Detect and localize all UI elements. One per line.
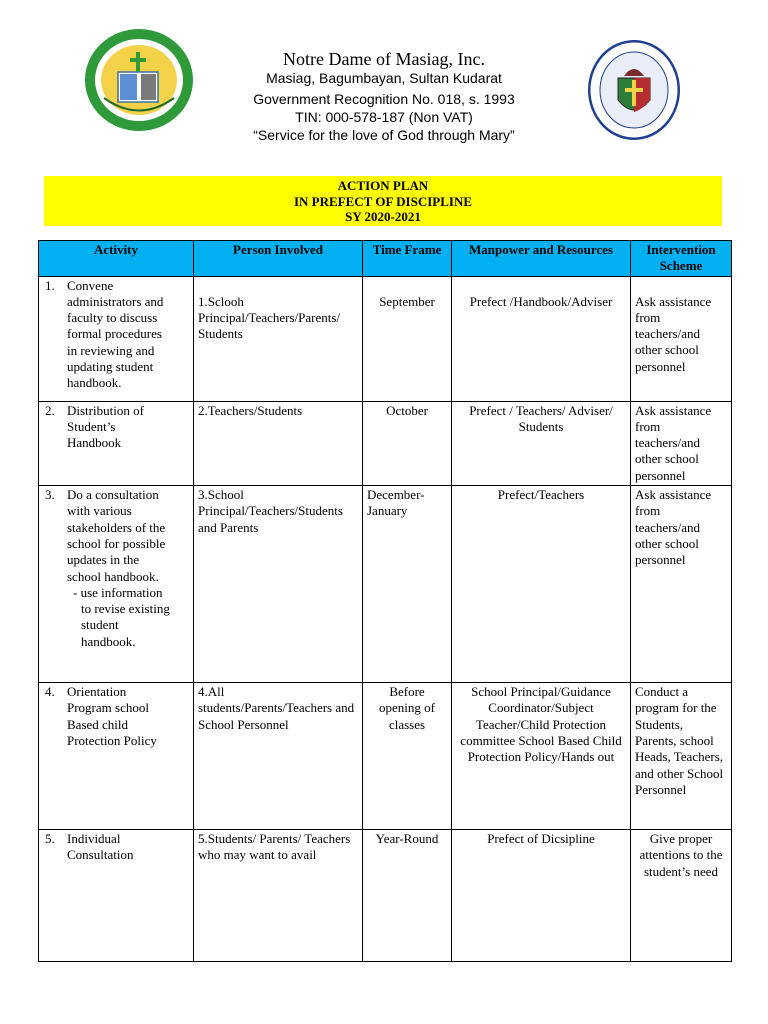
activity-text: Distribution of Student’s Handbook	[67, 402, 144, 451]
person-involved-cell: 3.School Principal/Teachers/Students and Parents	[194, 486, 363, 683]
row-number: 2.	[45, 402, 55, 418]
person-involved-cell: 1.Sclooh Principal/Teachers/Parents/ Students	[194, 276, 363, 401]
resources-cell: Prefect / Teachers/ Adviser/ Students	[452, 401, 631, 485]
government-recognition: Government Recognition No. 018, s. 1993	[253, 91, 515, 107]
header-person-involved: Person Involved	[194, 241, 363, 277]
table-row	[39, 276, 732, 401]
school-motto: “Service for the love of God through Mary”	[253, 127, 515, 143]
table-row	[39, 830, 732, 962]
table-row	[39, 401, 732, 485]
time-frame-cell: Before opening of classes	[363, 683, 452, 830]
school-address: Masiag, Bagumbayan, Sultan Kudarat	[266, 70, 502, 86]
time-frame-cell: Year-Round	[363, 830, 452, 962]
intervention-cell: Ask assistance from teachers/and other school personnel	[631, 486, 732, 683]
activity-cell	[39, 486, 194, 683]
activity-text: Convene administrators and faculty to discuss formal procedures in reviewing and updating student handbook.	[67, 277, 164, 391]
intervention-cell: Give proper attentions to the student’s need	[631, 830, 732, 962]
resources-cell: Prefect /Handbook/Adviser	[452, 276, 631, 401]
activity-text	[67, 487, 171, 650]
time-frame-cell: December-January	[363, 486, 452, 683]
resources-cell: Prefect of Dicsipline	[452, 830, 631, 962]
intervention-cell: Conduct a program for the Students, Parents, school Heads, Teachers, and other School Personnel	[631, 683, 732, 830]
time-frame-cell: September	[363, 276, 452, 401]
header-manpower-resources: Manpower and Resources	[452, 241, 631, 277]
row-number: 1.	[45, 277, 55, 293]
row-number: 3.	[45, 487, 55, 503]
activity-text: Individual Consultation	[67, 831, 134, 863]
activity-text: Orientation Program school Based child Protection Policy	[67, 684, 157, 748]
table-header-row	[39, 241, 732, 277]
table-row	[39, 486, 732, 683]
time-frame-cell: October	[363, 401, 452, 485]
resources-cell: School Principal/Guidance Coordinator/Subject Teacher/Child Protection committee School Based Child Protection Policy/Hands out	[452, 683, 631, 830]
person-involved-cell: 2.Teachers/Students	[194, 401, 363, 485]
school-name: Notre Dame of Masiag, Inc.	[283, 49, 485, 69]
row-number: 5.	[45, 831, 55, 847]
banner-line-3: SY 2020-2021	[345, 209, 421, 224]
activity-sub-text: - use information to revise existing student handbook.	[73, 584, 170, 649]
banner-line-2: IN PREFECT OF DISCIPLINE	[293, 193, 473, 209]
person-involved-cell: 5.Students/ Parents/ Teachers who may want to avail	[194, 830, 363, 962]
banner-line-1: ACTION PLAN	[337, 178, 429, 193]
intervention-cell: Ask assistance from teachers/and other school personnel	[631, 276, 732, 401]
action-plan-table	[38, 240, 732, 962]
header-activity: Activity	[39, 241, 194, 277]
row-number: 4.	[45, 684, 55, 700]
activity-cell	[39, 830, 194, 962]
activity-main-text: Do a consultation with various stakeholders of the school for possible updates in the school handbook.	[67, 487, 166, 584]
activity-cell	[39, 276, 194, 401]
header-time-frame: Time Frame	[363, 241, 452, 277]
table-row	[39, 683, 732, 830]
activity-cell	[39, 683, 194, 830]
action-plan-banner	[44, 176, 722, 226]
person-involved-cell: 4.All students/Parents/Teachers and School Personnel	[194, 683, 363, 830]
resources-cell: Prefect/Teachers	[452, 486, 631, 683]
intervention-cell: Ask assistance from teachers/and other school personnel	[631, 401, 732, 485]
tin-number: TIN: 000-578-187 (Non VAT)	[295, 109, 473, 125]
header-intervention-scheme: Intervention Scheme	[631, 241, 732, 277]
activity-cell	[39, 401, 194, 485]
